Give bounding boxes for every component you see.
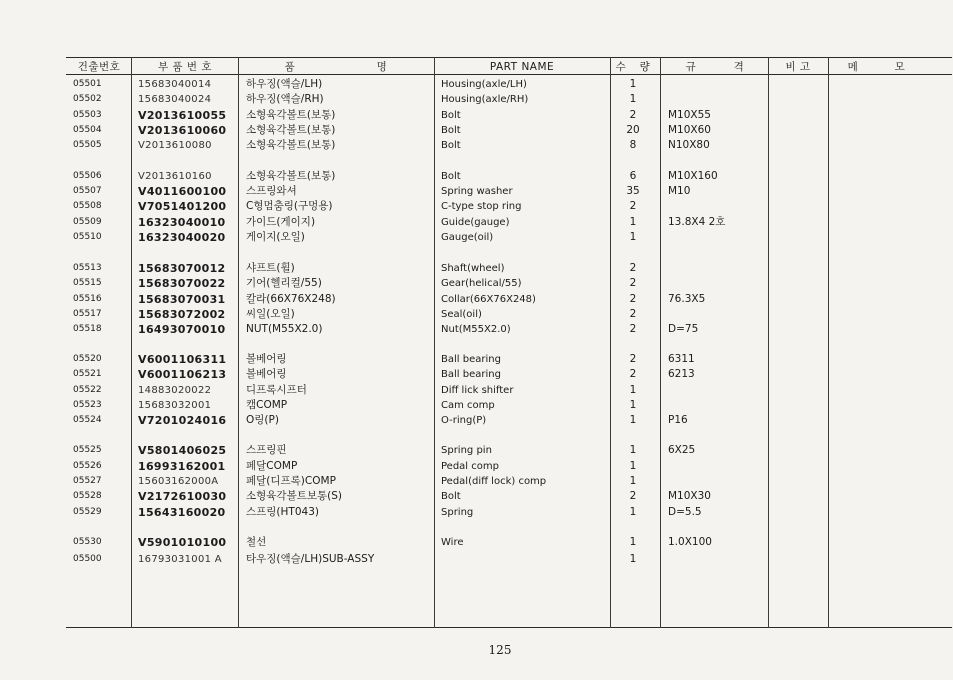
table-row: [0, 413, 953, 428]
korean-name: 스프링핀: [246, 444, 287, 456]
korean-name: 가이드(게이지): [246, 216, 316, 228]
table-row: [0, 398, 953, 413]
item-number: 05530: [73, 537, 102, 547]
part-number: V2013610160: [138, 171, 212, 182]
part-name: Spring: [441, 507, 474, 518]
quantity: 1: [629, 399, 637, 411]
part-number: 15683072002: [138, 308, 226, 321]
korean-name: 게이지(오일): [246, 231, 305, 243]
item-number: 05520: [73, 354, 102, 364]
part-number: V2172610030: [138, 490, 227, 503]
part-name: Housing(axle/RH): [441, 94, 529, 105]
table-row: [0, 261, 953, 276]
item-number: 05515: [73, 278, 102, 288]
item-number: 05518: [73, 324, 102, 334]
page-number: 125: [488, 643, 512, 657]
part-number: 16993162001: [138, 460, 226, 473]
quantity: 1: [629, 216, 637, 228]
part-number: 15603162000A: [138, 476, 219, 487]
item-number: 05501: [73, 79, 102, 89]
part-name: Wire: [441, 537, 464, 548]
specification: 1.0X100: [668, 536, 712, 548]
table-row: [0, 443, 953, 458]
item-number: 05507: [73, 186, 102, 196]
table-row: [0, 383, 953, 398]
quantity: 8: [629, 139, 637, 151]
part-name: Collar(66X76X248): [441, 294, 536, 305]
korean-name: 스프링와셔: [246, 185, 297, 197]
quantity: 2: [629, 490, 637, 502]
table-row: [0, 352, 953, 367]
part-name: Bolt: [441, 491, 461, 502]
table-row: [0, 199, 953, 214]
part-name: Bolt: [441, 140, 461, 151]
part-name: Bolt: [441, 171, 461, 182]
table-row: [0, 276, 953, 291]
part-number: V2013610080: [138, 140, 212, 151]
part-name: Pedal(diff lock) comp: [441, 476, 547, 487]
table-row: [0, 489, 953, 504]
quantity: 1: [629, 384, 637, 396]
table-row: [0, 230, 953, 245]
header-korean-name-2: 명: [376, 61, 388, 73]
item-number: 05523: [73, 400, 102, 410]
table-row: [0, 552, 953, 567]
part-name: Pedal comp: [441, 461, 499, 472]
korean-name: 하우징(액슬/LH): [246, 78, 323, 90]
korean-name: 페달COMP: [246, 460, 298, 472]
header-spec-1: 규: [685, 61, 697, 73]
table-row: [0, 307, 953, 322]
item-number: 05500: [73, 554, 102, 564]
korean-name: 캠COMP: [246, 399, 288, 411]
quantity: 1: [629, 536, 637, 548]
quantity: 6: [629, 170, 637, 182]
part-name: Cam comp: [441, 400, 495, 411]
part-name: Housing(axle/LH): [441, 79, 527, 90]
header-part-name: PART NAME: [489, 61, 555, 73]
item-number: 05504: [73, 125, 102, 135]
table-bottom-rule: [66, 627, 952, 628]
part-name: Ball bearing: [441, 354, 501, 365]
item-number: 05521: [73, 369, 102, 379]
part-number: V4011600100: [138, 185, 227, 198]
part-number: 15683040014: [138, 79, 212, 90]
part-name: Bolt: [441, 125, 461, 136]
item-number: 05503: [73, 110, 102, 120]
part-name: Spring pin: [441, 445, 492, 456]
korean-name: 소형육각볼트보통(S): [246, 490, 343, 502]
part-number: V2013610055: [138, 109, 227, 122]
table-row: [0, 292, 953, 307]
part-name: Seal(oil): [441, 309, 482, 320]
table-row: [0, 169, 953, 184]
header-qty-1: 수: [615, 61, 627, 73]
item-number: 05502: [73, 94, 102, 104]
table-row: [0, 505, 953, 520]
quantity: 1: [629, 93, 637, 105]
korean-name: 페달(디프록)COMP: [246, 475, 336, 487]
item-number: 05528: [73, 491, 102, 501]
korean-name: 소형육각볼트(보통): [246, 139, 336, 151]
item-number: 05529: [73, 507, 102, 517]
part-number: V2013610060: [138, 124, 227, 137]
quantity: 1: [629, 506, 637, 518]
quantity: 2: [629, 200, 637, 212]
item-number: 05517: [73, 309, 102, 319]
item-number: 05513: [73, 263, 102, 273]
korean-name: 소형육각볼트(보통): [246, 124, 336, 136]
part-name: Gear(helical/55): [441, 278, 522, 289]
korean-name: 디프록시프터: [246, 384, 307, 396]
table-row: [0, 123, 953, 138]
korean-name: 철선: [246, 536, 267, 548]
quantity: 1: [629, 460, 637, 472]
table-row: [0, 535, 953, 550]
part-number: 15683070031: [138, 293, 226, 306]
quantity: 2: [629, 277, 637, 289]
table-row: [0, 108, 953, 123]
quantity: 20: [626, 124, 640, 136]
part-name: Diff lick shifter: [441, 385, 514, 396]
part-number: 14883020022: [138, 385, 212, 396]
specification: 13.8X4 2호: [668, 216, 726, 228]
part-number: 15643160020: [138, 506, 226, 519]
item-number: 05522: [73, 385, 102, 395]
korean-name: 소형육각볼트(보통): [246, 109, 336, 121]
korean-name: 스프링(HT043): [246, 506, 319, 518]
part-number: 16323040020: [138, 231, 226, 244]
korean-name: NUT(M55X2.0): [246, 323, 323, 335]
part-name: Nut(M55X2.0): [441, 324, 511, 335]
table-row: [0, 322, 953, 337]
table-row: [0, 184, 953, 199]
table-top-rule: [66, 57, 952, 58]
part-number: V6001106311: [138, 353, 227, 366]
item-number: 05509: [73, 217, 102, 227]
korean-name: 타우징(액슬/LH)SUB-ASSY: [246, 553, 375, 565]
part-name: Shaft(wheel): [441, 263, 505, 274]
header-qty-2: 량: [639, 61, 651, 73]
specification: D=75: [668, 323, 699, 335]
korean-name: 소형육각볼트(보통): [246, 170, 336, 182]
quantity: 2: [629, 323, 637, 335]
part-number: 16793031001 A: [138, 554, 222, 565]
quantity: 2: [629, 353, 637, 365]
part-number: 15683070012: [138, 262, 226, 275]
quantity: 35: [626, 185, 640, 197]
part-name: Gauge(oil): [441, 232, 494, 243]
part-number: 16323040010: [138, 216, 226, 229]
quantity: 2: [629, 368, 637, 380]
quantity: 1: [629, 414, 637, 426]
korean-name: 기어(헬리컬/55): [246, 277, 322, 289]
header-item-no: 건출번호: [77, 61, 121, 73]
specification: D=5.5: [668, 506, 702, 518]
specification: M10X60: [668, 124, 711, 136]
header-remark: 비 고: [785, 61, 811, 73]
header-bottom-rule: [66, 74, 952, 75]
item-number: 05524: [73, 415, 102, 425]
specification: M10X55: [668, 109, 711, 121]
part-name: C-type stop ring: [441, 201, 522, 212]
part-name: Spring washer: [441, 186, 513, 197]
table-row: [0, 138, 953, 153]
item-number: 05505: [73, 140, 102, 150]
header-memo-1: 메: [847, 61, 859, 73]
table-row: [0, 215, 953, 230]
item-number: 05525: [73, 445, 102, 455]
quantity: 2: [629, 262, 637, 274]
item-number: 05510: [73, 232, 102, 242]
part-number: V6001106213: [138, 368, 227, 381]
header-memo-2: 모: [894, 61, 906, 73]
specification: M10: [668, 185, 691, 197]
table-row: [0, 367, 953, 382]
specification: N10X80: [668, 139, 710, 151]
part-name: O-ring(P): [441, 415, 487, 426]
item-number: 05526: [73, 461, 102, 471]
korean-name: O링(P): [246, 414, 279, 426]
part-number: 15683032001: [138, 400, 212, 411]
quantity: 2: [629, 293, 637, 305]
part-number: 16493070010: [138, 323, 226, 336]
quantity: 1: [629, 444, 637, 456]
item-number: 05508: [73, 201, 102, 211]
part-number: V7051401200: [138, 200, 227, 213]
item-number: 05506: [73, 171, 102, 181]
quantity: 1: [629, 475, 637, 487]
specification: P16: [668, 414, 688, 426]
korean-name: C형멈춤링(구멍용): [246, 200, 333, 212]
part-number: V7201024016: [138, 414, 227, 427]
item-number: 05527: [73, 476, 102, 486]
part-name: Guide(gauge): [441, 217, 510, 228]
quantity: 2: [629, 308, 637, 320]
korean-name: 볼베어링: [246, 368, 287, 380]
specification: M10X30: [668, 490, 711, 502]
specification: M10X160: [668, 170, 718, 182]
quantity: 1: [629, 553, 637, 565]
part-number: 15683040024: [138, 94, 212, 105]
table-row: [0, 459, 953, 474]
item-number: 05516: [73, 294, 102, 304]
korean-name: 칼라(66X76X248): [246, 293, 336, 305]
specification: 76.3X5: [668, 293, 706, 305]
header-korean-name-1: 품: [284, 61, 296, 73]
part-name: Ball bearing: [441, 369, 501, 380]
header-spec-2: 격: [733, 61, 745, 73]
part-number: 15683070022: [138, 277, 226, 290]
korean-name: 샤프트(휠): [246, 262, 295, 274]
korean-name: 볼베어링: [246, 353, 287, 365]
part-name: Bolt: [441, 110, 461, 121]
part-number: V5901010100: [138, 536, 227, 549]
part-number: V5801406025: [138, 444, 227, 457]
quantity: 2: [629, 109, 637, 121]
table-row: [0, 474, 953, 489]
table-row: [0, 77, 953, 92]
header-part-no: 부 품 번 호: [157, 61, 213, 73]
quantity: 1: [629, 231, 637, 243]
specification: 6X25: [668, 444, 696, 456]
specification: 6311: [668, 353, 695, 365]
korean-name: 하우징(액슬/RH): [246, 93, 324, 105]
table-row: [0, 92, 953, 107]
quantity: 1: [629, 78, 637, 90]
specification: 6213: [668, 368, 695, 380]
korean-name: 씨일(오일): [246, 308, 295, 320]
